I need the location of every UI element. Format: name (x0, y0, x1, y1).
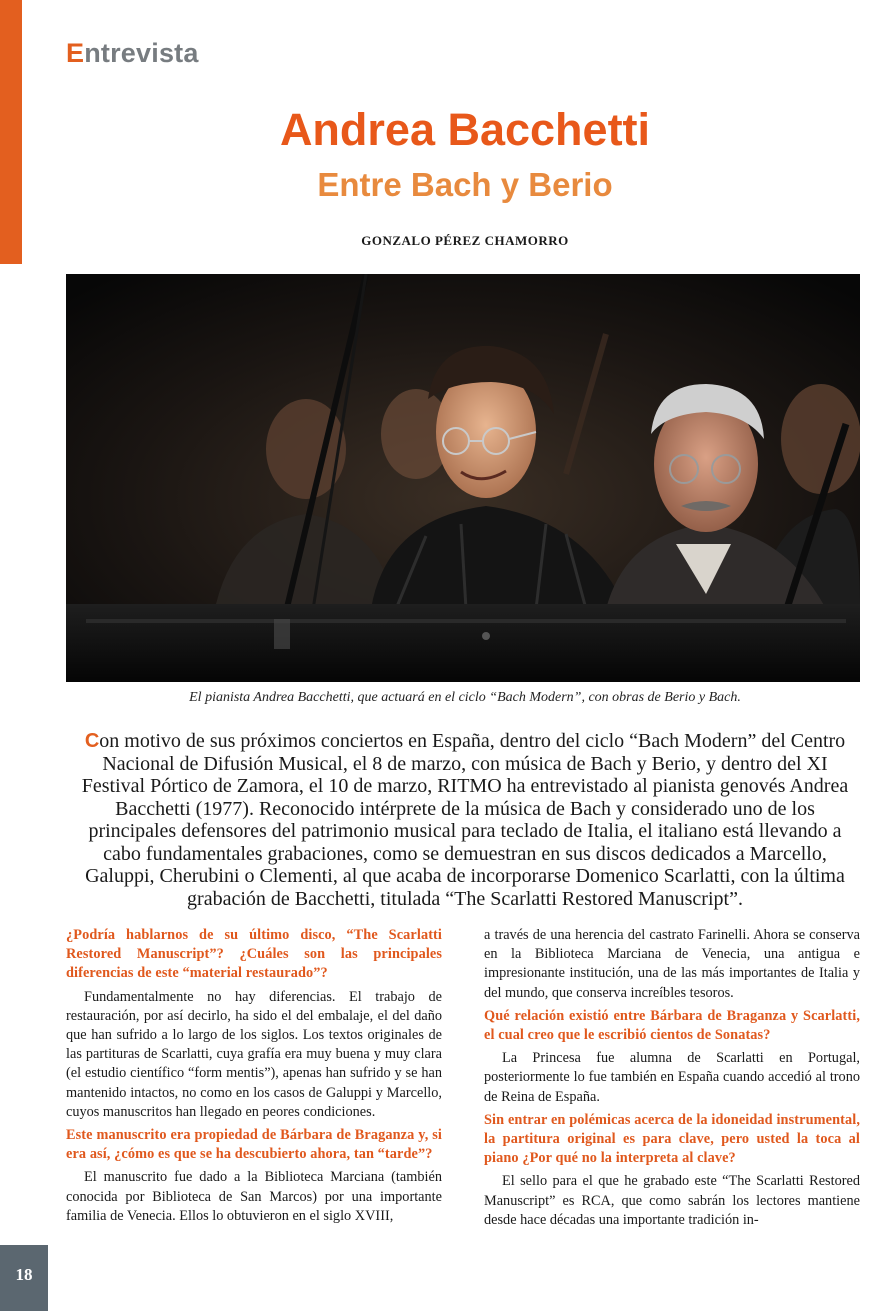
left-column (66, 926, 442, 1230)
pianist-photo (66, 274, 860, 682)
question-1: ¿Podría hablarnos de su último disco, “The Scarlatti Restored Manuscript”? ¿Cuáles son las principales diferencias de este “material restaurado”? (66, 927, 442, 982)
right-column (484, 926, 860, 1234)
question-4: Sin entrar en polémicas acerca de la idoneidad instrumental, la partitura original es para clave, pero usted la toca al piano ¿Por qué no la interpreta al clave? (484, 1111, 860, 1167)
accent-side-bar (0, 0, 22, 264)
question-3: Qué relación existió entre Bárbara de Braganza y Scarlatti, el cual creo que le escribió cientos de Sonatas? (484, 1007, 860, 1044)
answer-1: Fundamentalmente no hay diferencias. El trabajo de restauración, por así decirlo, ha sido el del embalaje, el del daño que han sufrido a lo largo de los siglos. Los textos originales de las partituras de Scarlatti, cuya grafía era muy buena y muy clara (el estudio científico “form mentis”), apenas han sufrido y se han mantenido intactos, no como en los casos de Galuppi y Marcello, cuyos manuscritos han llegado en peores condiciones. (66, 988, 442, 1120)
intro-paragraph (70, 730, 860, 910)
answer-3: La Princesa fue alumna de Scarlatti en Portugal, posteriormente lo fue también en España cuando accedió al trono de Reina de España. (484, 1050, 860, 1105)
answer-2-continued: a través de una herencia del castrato Farinelli. Ahora se conserva en la Biblioteca Marciana de Venecia, una antigua e impresionante institución, una de las más importantes de Italia y del mundo, que conserva increíbles tesoros. (484, 927, 860, 1001)
concert-photo-illustration (66, 274, 860, 682)
byline-part: HAMORRO (494, 233, 569, 248)
photo-caption: El pianista Andrea Bacchetti, que actuará en el ciclo “Bach Modern”, con obras de Berio y Bach. (189, 690, 741, 705)
byline-part: ÉREZ (443, 233, 485, 248)
answer-2: El manuscrito fue dado a la Biblioteca Marciana (también conocida por Biblioteca de San Marcos) por una importante familia de Venecia. Ellos lo obtuvieron en el siglo XVIII, (66, 1169, 442, 1224)
question-2: Este manuscrito era propiedad de Bárbara de Braganza y, si era así, ¿cómo es que se ha descubierto ahora, tan “tarde”? (66, 1127, 442, 1163)
article-title: Andrea Bacchetti (279, 104, 651, 155)
byline-part: C (484, 233, 495, 248)
section-rest: ntrevista (84, 38, 199, 68)
byline-part: P (434, 233, 444, 248)
drop-cap: C (84, 730, 100, 752)
article-subtitle: Entre Bach y Berio (317, 166, 613, 203)
byline-part: ONZALO (371, 233, 435, 248)
section-label (66, 38, 199, 69)
section-initial: E (66, 38, 85, 68)
page-number: 18 (15, 1265, 33, 1284)
answer-4: El sello para el que he grabado este “The Scarlatti Restored Manuscript” es RCA, que como sabrán los lectores mantiene desde hace décadas una importante tradición in- (484, 1173, 860, 1228)
intro-text: on motivo de sus próximos conciertos en España, dentro del ciclo “Bach Modern” del Centro Nacional de Difusión Musical, el 8 de marzo, con música de Bach y Berio, y dentro del XI Festival Pórtico de Zamora, el 10 de marzo, RITMO ha entrevistado al pianista genovés Andrea Bacchetti (1977). Reconocido intérprete de la música de Bach y considerado uno de los principales defensores del patrimonio musical para teclado de Italia, el italiano está llevando a cabo fundamentales grabaciones, como se demuestran en sus discos dedicados a Marcello, Galuppi, Cherubini o Clementi, al que acaba de incorporarse Domenico Scarlatti, con la última grabación de Bacchetti, titulada “The Scarlatti Restored Manuscript”. (81, 730, 849, 910)
byline-part: G (361, 233, 372, 248)
byline (40, 233, 880, 249)
